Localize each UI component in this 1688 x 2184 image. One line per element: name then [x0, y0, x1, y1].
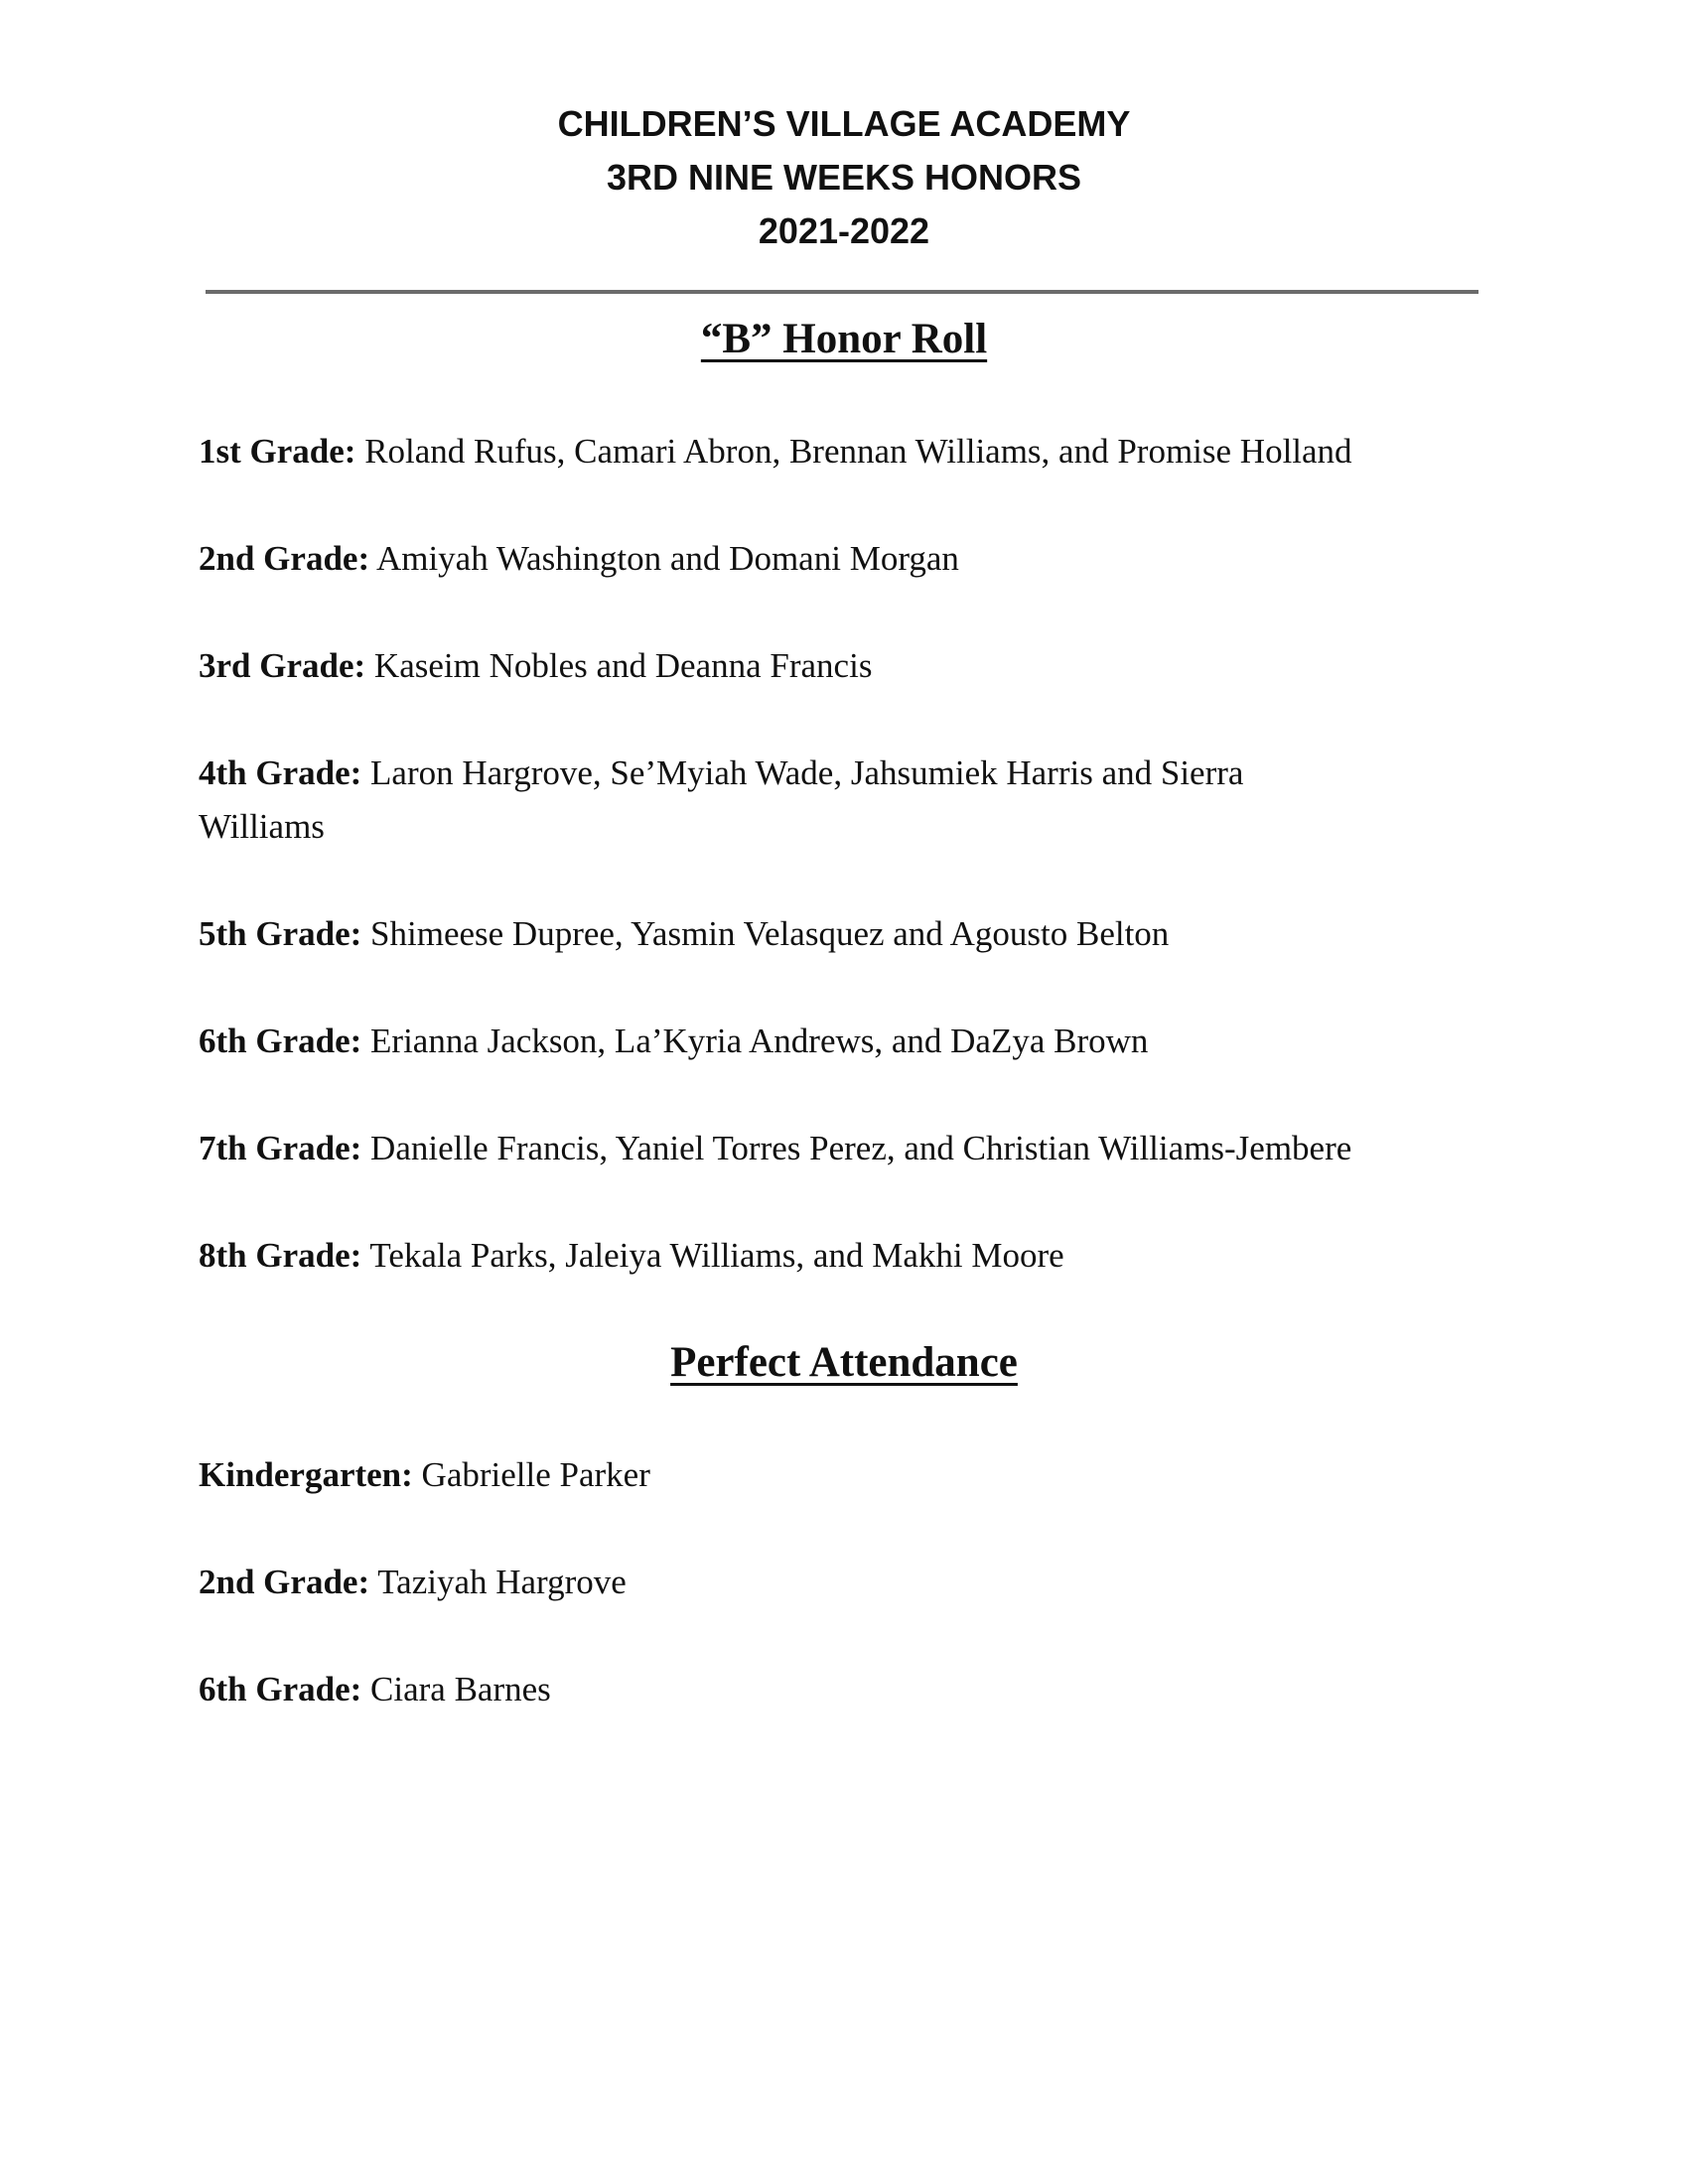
honor-roll-heading: “B” Honor Roll — [700, 316, 988, 362]
grade-label: 5th Grade: — [199, 914, 362, 953]
honor-roll-entry — [199, 907, 1489, 961]
grade-label: Kindergarten: — [199, 1455, 413, 1494]
grade-label: 2nd Grade: — [199, 539, 370, 578]
grade-label: 4th Grade: — [199, 753, 362, 792]
student-names: Gabrielle Parker — [421, 1455, 650, 1494]
attendance-entry — [199, 1556, 1489, 1609]
student-names: Shimeese Dupree, Yasmin Velasquez and Agousto Belton — [370, 914, 1170, 953]
student-names: Laron Hargrove, Se’Myiah Wade, Jahsumiek Harris and Sierra Williams — [199, 753, 1244, 846]
honors-period: 3RD NINE WEEKS HONORS — [606, 157, 1082, 198]
student-names: Taziyah Hargrove — [377, 1563, 627, 1601]
grade-label: 6th Grade: — [199, 1022, 362, 1060]
honor-roll-entry — [199, 747, 1370, 854]
grade-label: 1st Grade: — [199, 432, 356, 471]
student-names: Danielle Francis, Yaniel Torres Perez, and Christian Williams-Jembere — [370, 1129, 1352, 1167]
grade-label: 3rd Grade: — [199, 646, 366, 685]
grade-label: 2nd Grade: — [199, 1563, 370, 1601]
honor-roll-entry — [199, 532, 1489, 586]
honor-roll-entry — [199, 639, 1489, 693]
student-names: Tekala Parks, Jaleiya Williams, and Makhi Moore — [369, 1236, 1064, 1275]
attendance-entry — [199, 1663, 1489, 1716]
student-names: Erianna Jackson, La’Kyria Andrews, and DaZya Brown — [370, 1022, 1149, 1060]
student-names: Ciara Barnes — [370, 1670, 551, 1708]
student-names: Kaseim Nobles and Deanna Francis — [373, 646, 873, 685]
attendance-entry — [199, 1448, 1489, 1502]
school-year: 2021-2022 — [758, 210, 930, 251]
document-header — [0, 97, 1688, 258]
grade-label: 7th Grade: — [199, 1129, 362, 1167]
honor-roll-entry — [199, 1015, 1489, 1068]
honor-roll-entry — [199, 1122, 1489, 1175]
student-names: Roland Rufus, Camari Abron, Brennan Williams, and Promise Holland — [364, 432, 1352, 471]
grade-label: 6th Grade: — [199, 1670, 362, 1708]
student-names: Amiyah Washington and Domani Morgan — [375, 539, 959, 578]
header-divider — [206, 290, 1478, 294]
grade-label: 8th Grade: — [199, 1236, 362, 1275]
honor-roll-entry — [199, 425, 1489, 478]
perfect-attendance-heading: Perfect Attendance — [670, 1339, 1018, 1386]
school-name: CHILDREN’S VILLAGE ACADEMY — [557, 103, 1131, 144]
honor-roll-entry — [199, 1229, 1489, 1283]
